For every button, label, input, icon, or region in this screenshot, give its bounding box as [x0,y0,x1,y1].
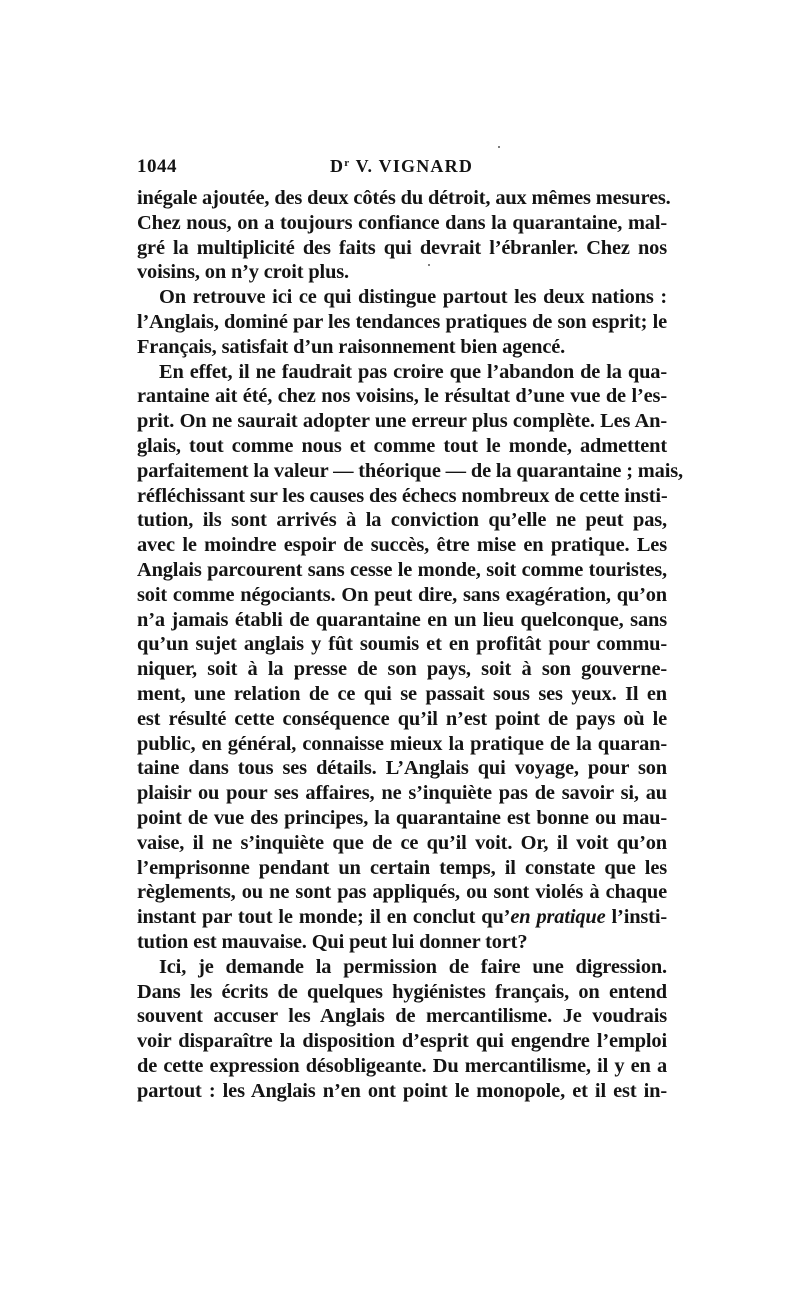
author-name: V. VIGNARD [355,156,474,176]
text-line: niquer, soit à la presse de son pays, soit à son gouverne- [137,658,667,681]
text-line: tution est mauvaise. Qui peut lui donner tort? [137,930,528,953]
author-title: D [330,156,345,176]
text-line: réfléchissant sur les causes des échecs nombreux de cette insti- [137,484,668,507]
text-line: l’Anglais, dominé par les tendances pratiques de son esprit; le [137,310,667,333]
text-line-with-italic [137,905,667,930]
text-line: prit. On ne saurait adopter une erreur plus complète. Les An- [137,410,667,433]
author-header [330,156,473,177]
text-line: Français, satisfait d’un raisonnement bien agencé. [137,335,566,358]
print-speck [428,264,430,266]
text-line: tution, ils sont arrivés à la conviction qu’elle ne peut pas, [137,509,667,532]
print-speck [498,146,500,148]
paragraph-first-line: Ici, je demande la permission de faire une digression. [159,955,667,978]
text-line: l’emprisonne pendant un certain temps, il constate que les [137,856,667,879]
text-line: Dans les écrits de quelques hygiénistes français, on entend [137,980,667,1003]
text-line: public, en général, connaisse mieux la pratique de la quaran- [137,732,667,755]
paragraph-first-line: En effet, il ne faudrait pas croire que l’abandon de la qua- [159,360,667,383]
text-line: est résulté cette conséquence qu’il n’est point de pays où le [137,707,667,730]
text-line: plaisir ou pour ses affaires, ne s’inquiète pas de savoir si, au [137,782,667,805]
text-line: qu’un sujet anglais y fût soumis et en profitât pour commu- [137,633,667,656]
text-segment: instant par tout le monde; il en conclut qu’ [137,906,511,929]
text-line: de cette expression désobligeante. Du mercantilisme, il y en a [137,1054,667,1077]
text-line: ment, une relation de ce qui se passait sous ses yeux. Il en [137,682,667,705]
text-line: Anglais parcourent sans cesse le monde, soit comme touristes, [137,558,667,581]
text-line: Chez nous, on a toujours confiance dans la quarantaine, mal- [137,211,667,234]
italic-phrase: en pratique [510,906,606,929]
text-line: vaise, il ne s’inquiète que de ce qu’il voit. Or, il voit qu’on [137,831,667,854]
text-line: taine dans tous ses détails. L’Anglais qui voyage, pour son [137,757,667,780]
text-line: avec le moindre espoir de succès, être mise en pratique. Les [137,534,667,557]
running-head [137,156,667,184]
text-line: voisins, on n’y croit plus. [137,261,349,284]
body-text [137,186,683,1103]
text-line: gré la multiplicité des faits qui devrait l’ébranler. Chez nos [137,236,667,259]
text-line: voir disparaître la disposition d’esprit qui engendre l’emploi [137,1030,667,1053]
text-line: soit comme négociants. On peut dire, sans exagération, qu’on [137,583,667,606]
text-line: inégale ajoutée, des deux côtés du détroit, aux mêmes mesures. [137,187,671,209]
text-line: n’a jamais établi de quarantaine en un lieu quelconque, sans [137,608,667,631]
text-line: glais, tout comme nous et comme tout le monde, admettent [137,434,667,457]
text-segment: l’insti- [605,906,667,929]
text-line: parfaitement la valeur — théorique — de la quarantaine ; mais, [137,459,683,482]
text-line: point de vue des principes, la quarantaine est bonne ou mau- [137,806,667,829]
author-title-superscript: r [344,157,351,169]
page-number: 1044 [137,156,177,177]
text-line: partout : les Anglais n’en ont point le monopole, et il est in- [137,1079,667,1102]
paragraph-first-line: On retrouve ici ce qui distingue partout les deux nations : [159,286,667,309]
text-line: rantaine ait été, chez nos voisins, le résultat d’une vue de l’es- [137,385,667,408]
text-line: souvent accuser les Anglais de mercantilisme. Je voudrais [137,1005,667,1028]
text-line: règlements, ou ne sont pas appliqués, ou sont violés à chaque [137,881,667,904]
